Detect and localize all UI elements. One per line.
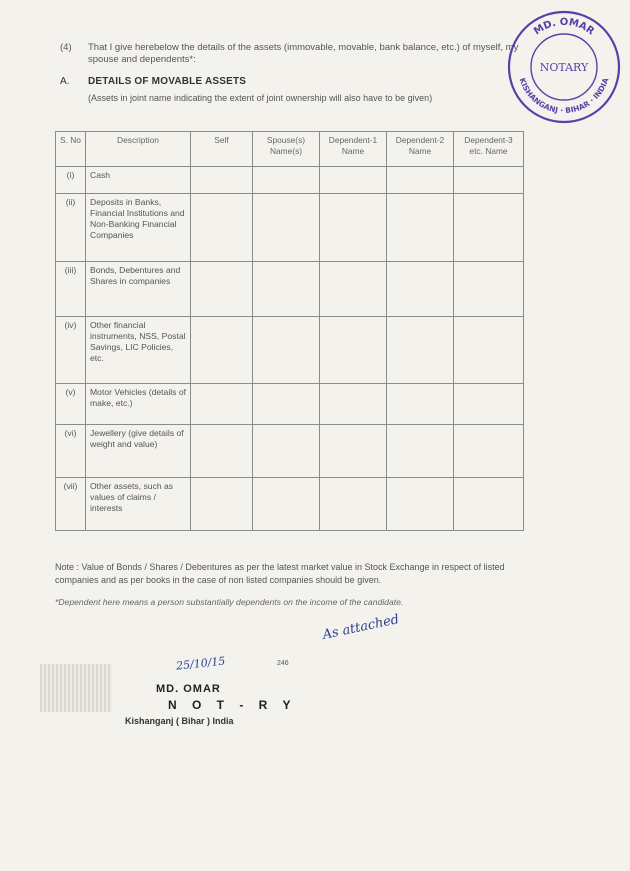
cell-dependent-3 [454,384,524,425]
cell-dependent-2 [387,194,454,262]
header-dependent-3: Dependent-3 etc. Name [454,132,524,167]
header-self: Self [191,132,253,167]
header-sno: S. No [56,132,86,167]
cell-dependent-2 [387,262,454,317]
cell-dependent-1 [320,194,387,262]
cell-dependent-2 [387,384,454,425]
cell-spouse [253,262,320,317]
row-sno: (v) [56,384,86,425]
cell-self [191,167,253,194]
row-description: Bonds, Debentures and Shares in companies [86,262,191,317]
cell-spouse [253,194,320,262]
cell-self [191,478,253,531]
intro-text: That I give herebelow the details of the assets (immovable, movable, bank balance, etc.) of myself, my spouse and dependents*: [88,42,519,65]
row-description: Other financial instruments, NSS, Postal Savings, LIC Policies, etc. [86,317,191,384]
cell-self [191,425,253,478]
seal-center-text: NOTARY [539,61,589,74]
row-sno: (iii) [56,262,86,317]
header-dependent-2: Dependent-2 Name [387,132,454,167]
cell-dependent-1 [320,384,387,425]
table-row [56,425,524,478]
cell-spouse [253,425,320,478]
cell-self [191,194,253,262]
section-letter: A. [60,76,70,87]
row-sno: (iv) [56,317,86,384]
notary-name: MD. OMAR [156,683,221,695]
header-description: Description [86,132,191,167]
header-spouse: Spouse(s) Name(s) [253,132,320,167]
cell-dependent-1 [320,425,387,478]
handwritten-date: 25/10/15 [175,654,226,673]
notary-seal-stamp [505,8,623,126]
cell-self [191,317,253,384]
footnote-text: *Dependent here means a person substantially dependents on the income of the candidate. [55,597,404,607]
header-dependent-1: Dependent-1 Name [320,132,387,167]
cell-dependent-1 [320,262,387,317]
cell-spouse [253,384,320,425]
table-row [56,478,524,531]
notary-place: Kishanganj ( Bihar ) India [125,716,234,726]
cell-dependent-3 [454,317,524,384]
cell-self [191,384,253,425]
cell-dependent-1 [320,167,387,194]
row-description: Cash [86,167,191,194]
cell-dependent-1 [320,317,387,384]
cell-dependent-1 [320,478,387,531]
section-subtitle: (Assets in joint name indicating the extent of joint ownership will also have to be given) [88,93,433,103]
cell-dependent-3 [454,262,524,317]
table-row [56,194,524,262]
row-sno: (vi) [56,425,86,478]
cell-dependent-3 [454,194,524,262]
row-sno: (vii) [56,478,86,531]
row-sno: (ii) [56,194,86,262]
scan-smudge [40,664,112,712]
serial-number: 246 [277,660,289,667]
table-row [56,317,524,384]
table-row [56,262,524,317]
table-row [56,384,524,425]
table-row [56,167,524,194]
row-description: Motor Vehicles (details of make, etc.) [86,384,191,425]
handwritten-as-attached: As attached [321,612,401,643]
notary-title: N O T - R Y [168,698,297,712]
intro-number: (4) [60,42,72,53]
cell-spouse [253,478,320,531]
movable-assets-table [55,131,524,531]
cell-dependent-2 [387,478,454,531]
row-description: Other assets, such as values of claims / interests [86,478,191,531]
cell-dependent-2 [387,317,454,384]
seal-bottom-text: KISHANGANJ · BIHAR · INDIA [517,76,611,116]
seal-top-text: MD. OMAR [532,16,597,38]
cell-dependent-2 [387,167,454,194]
cell-self [191,262,253,317]
cell-dependent-3 [454,425,524,478]
cell-spouse [253,317,320,384]
svg-text:KISHANGANJ · BIHAR · INDIA [518,77,611,115]
cell-dependent-3 [454,167,524,194]
section-title: DETAILS OF MOVABLE ASSETS [88,76,247,87]
row-sno: (i) [56,167,86,194]
table-header-row [56,132,524,167]
note-text: Note : Value of Bonds / Shares / Debentures as per the latest market value in Stock Exchange in respect of listed companies and as per books in the case of non listed companies should be given. [55,562,505,585]
cell-dependent-3 [454,478,524,531]
row-description: Jewellery (give details of weight and value) [86,425,191,478]
cell-spouse [253,167,320,194]
row-description: Deposits in Banks, Financial Institutions and Non-Banking Financial Companies [86,194,191,262]
cell-dependent-2 [387,425,454,478]
